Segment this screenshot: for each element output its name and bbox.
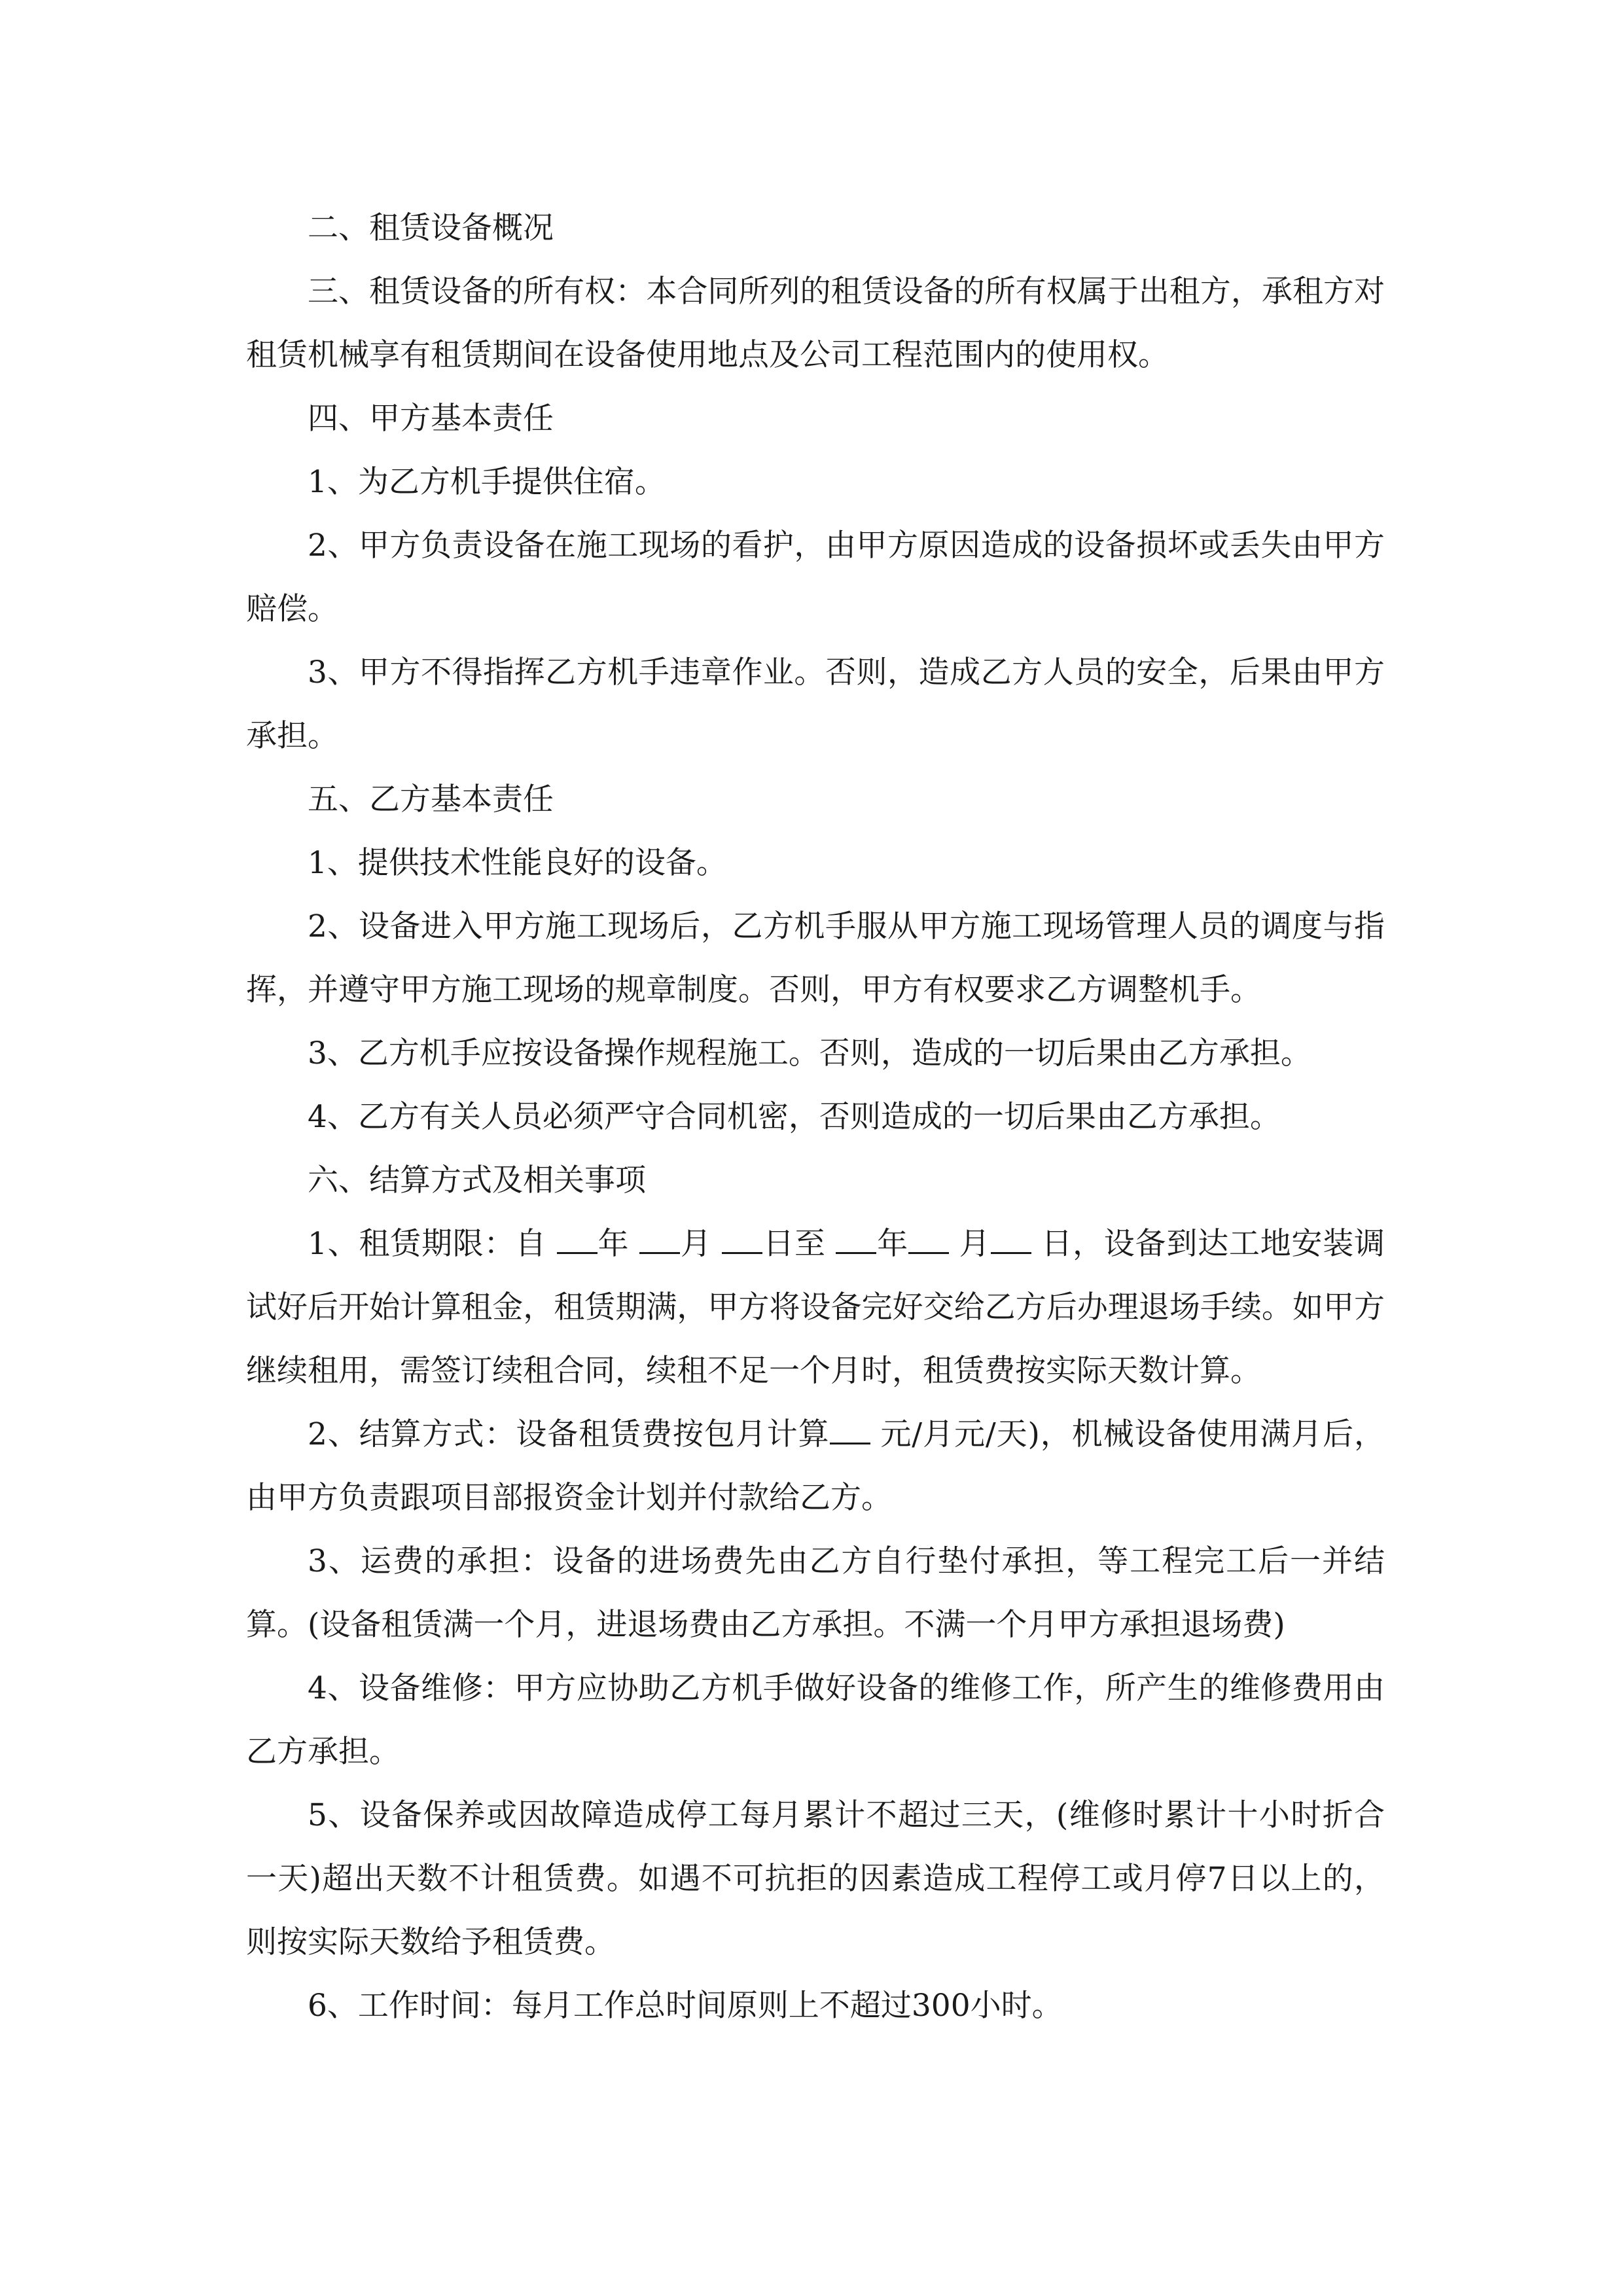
clause-downtime: 5、设备保养或因故障造成停工每月累计不超过三天，(维修时累计十小时折合一天)超出天数不计租赁费。如遇不可抗拒的因素造成工程停工或月停7日以上的，则按实际天数给予租赁费。: [246, 1797, 1385, 1960]
document-body: [246, 196, 1385, 2037]
blank-day-start[interactable]: [722, 1223, 762, 1254]
blank-year-start[interactable]: [557, 1223, 597, 1254]
lease-month-start-label: 月: [680, 1226, 712, 1262]
lease-year-start-label: 年: [597, 1226, 630, 1262]
lease-year-end-label: 年: [876, 1226, 908, 1262]
clause-settlement-method: [246, 1403, 1385, 1530]
clause-a-2: 2、甲方负责设备在施工现场的看护，由甲方原因造成的设备损坏或丢失由甲方赔偿。: [246, 528, 1385, 627]
settlement-lead: 2、结算方式：设备租赁费按包月计算: [308, 1416, 830, 1452]
lease-period-tail: ，设备到达工地安装调试好后开始计算租金，租赁期满，甲方将设备完好交给乙方后办理退场手续。如甲方继续租用，需签订续租合同，续租不足一个月时，租赁费按实际天数计算。: [246, 1226, 1385, 1389]
clause-b-1: 1、提供技术性能良好的设备。: [308, 845, 727, 881]
section-heading-party-a-duties: 四、甲方基本责任: [308, 401, 554, 437]
settlement-tail: 元/月元/天)，机械设备使用满月后，由甲方负责跟项目部报资金计划并付款给乙方。: [246, 1416, 1385, 1516]
section-heading-settlement: 六、结算方式及相关事项: [308, 1162, 646, 1198]
lease-period-lead: 1、租赁期限：自: [308, 1226, 547, 1262]
clause-freight: 3、运费的承担：设备的进场费先由乙方自行垫付承担，等工程完工后一并结算。(设备租赁满一个月，进退场费由乙方承担。不满一个月甲方承担退场费): [246, 1543, 1385, 1643]
section-heading-equipment-overview: 二、租赁设备概况: [308, 210, 554, 246]
blank-year-end[interactable]: [836, 1223, 876, 1254]
clause-a-1: 1、为乙方机手提供住宿。: [308, 464, 666, 500]
blank-day-end[interactable]: [991, 1223, 1031, 1254]
clause-ownership: 三、租赁设备的所有权：本合同所列的租赁设备的所有权属于出租方，承租方对租赁机械享有租赁期间在设备使用地点及公司工程范围内的使用权。: [246, 274, 1385, 373]
lease-day-to-label: 日至: [762, 1226, 826, 1262]
blank-month-end[interactable]: [908, 1223, 949, 1254]
clause-working-hours: 6、工作时间：每月工作总时间原则上不超过300小时。: [308, 1988, 1063, 2024]
section-heading-party-b-duties: 五、乙方基本责任: [308, 781, 554, 817]
clause-a-3: 3、甲方不得指挥乙方机手违章作业。否则，造成乙方人员的安全，后果由甲方承担。: [246, 655, 1385, 754]
clause-maintenance: 4、设备维修：甲方应协助乙方机手做好设备的维修工作，所产生的维修费用由乙方承担。: [246, 1670, 1385, 1770]
clause-b-4: 4、乙方有关人员必须严守合同机密，否则造成的一切后果由乙方承担。: [308, 1099, 1281, 1135]
clause-b-3: 3、乙方机手应按设备操作规程施工。否则，造成的一切后果由乙方承担。: [308, 1035, 1311, 1071]
lease-month-end-label: 月: [959, 1226, 991, 1262]
blank-month-start[interactable]: [639, 1223, 680, 1254]
clause-lease-period: [246, 1212, 1385, 1403]
blank-monthly-fee[interactable]: [830, 1414, 870, 1444]
lease-day-end-label: 日: [1041, 1226, 1073, 1262]
clause-b-2: 2、设备进入甲方施工现场后，乙方机手服从甲方施工现场管理人员的调度与指挥，并遵守甲方施工现场的规章制度。否则，甲方有权要求乙方调整机手。: [246, 908, 1385, 1008]
